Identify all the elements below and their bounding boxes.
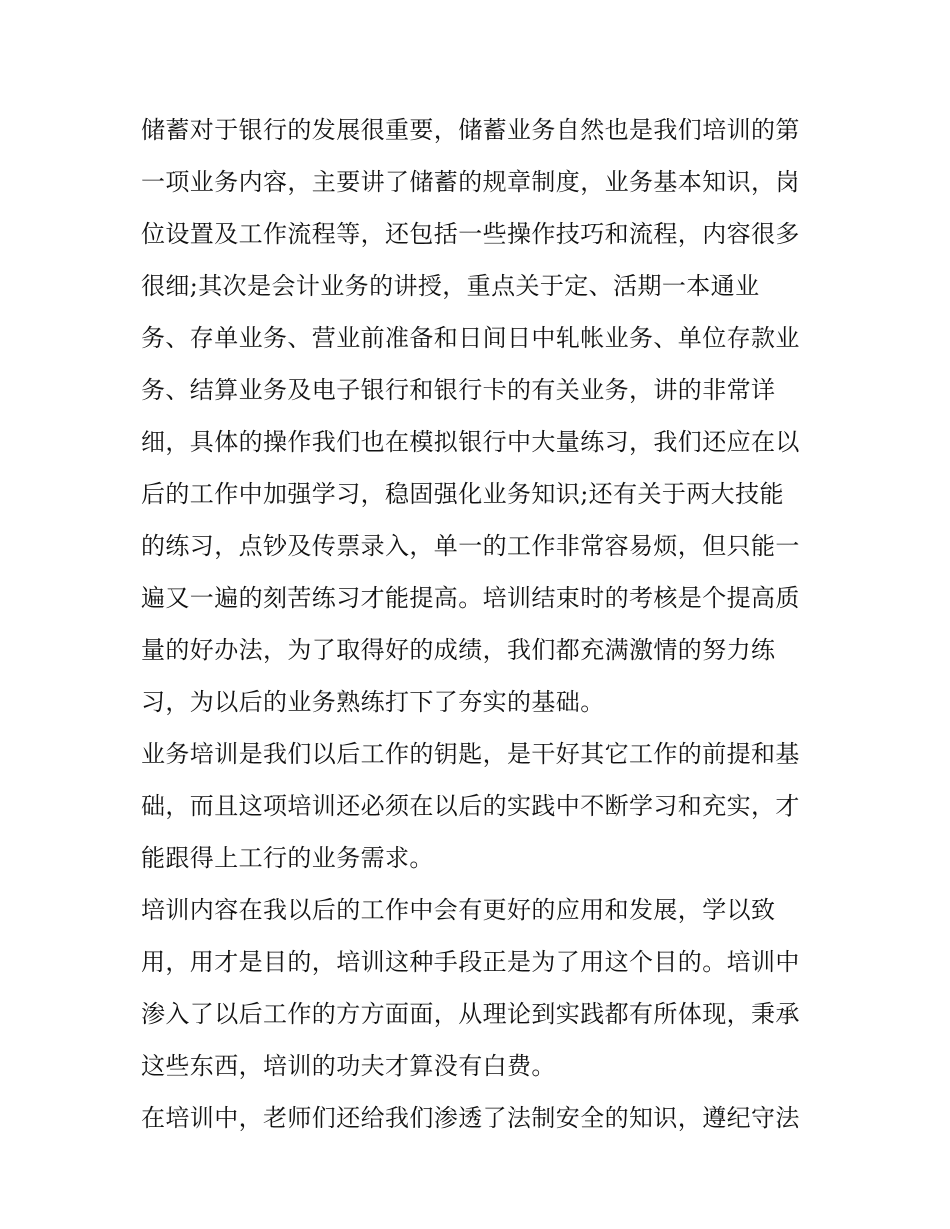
text-line-19: 这些东西，培训的功夫才算没有白费。: [141, 1052, 556, 1080]
text-line-4: 很细;其次是会计业务的讲授，重点关于定、活期一本通业: [141, 272, 760, 300]
text-line-7: 细，具体的操作我们也在模拟银行中大量练习，我们还应在以: [141, 428, 800, 456]
text-line-13: 业务培训是我们以后工作的钥匙，是干好其它工作的前提和基: [141, 740, 800, 768]
text-line-5: 务、存单业务、营业前准备和日间日中轧帐业务、单位存款业: [141, 324, 800, 352]
text-line-17: 用，用才是目的，培训这种手段正是为了用这个目的。培训中: [141, 948, 800, 976]
text-line-8: 后的工作中加强学习，稳固强化业务知识;还有关于两大技能: [141, 480, 784, 508]
text-line-12: 习，为以后的业务熟练打下了夯实的基础。: [141, 688, 605, 716]
text-line-10: 遍又一遍的刻苦练习才能提高。培训结束时的考核是个提高质: [141, 584, 800, 612]
text-line-3: 位设置及工作流程等，还包括一些操作技巧和流程，内容很多: [141, 220, 800, 248]
text-line-6: 务、结算业务及电子银行和银行卡的有关业务，讲的非常详: [141, 376, 776, 404]
text-line-20: 在培训中，老师们还给我们渗透了法制安全的知识，遵纪守法: [141, 1104, 800, 1132]
text-line-15: 能跟得上工行的业务需求。: [141, 844, 434, 872]
text-line-1: 储蓄对于银行的发展很重要，储蓄业务自然也是我们培训的第: [141, 116, 800, 144]
text-line-11: 量的好办法，为了取得好的成绩，我们都充满激情的努力练: [141, 636, 776, 664]
text-line-9: 的练习，点钞及传票录入，单一的工作非常容易烦，但只能一: [141, 532, 800, 560]
text-line-16: 培训内容在我以后的工作中会有更好的应用和发展，学以致: [141, 896, 776, 924]
text-line-2: 一项业务内容，主要讲了储蓄的规章制度，业务基本知识，岗: [141, 168, 800, 196]
text-line-14: 础，而且这项培训还必须在以后的实践中不断学习和充实，才: [141, 792, 800, 820]
document-body: [141, 104, 821, 1144]
text-line-18: 渗入了以后工作的方方面面，从理论到实践都有所体现，秉承: [141, 1000, 800, 1028]
